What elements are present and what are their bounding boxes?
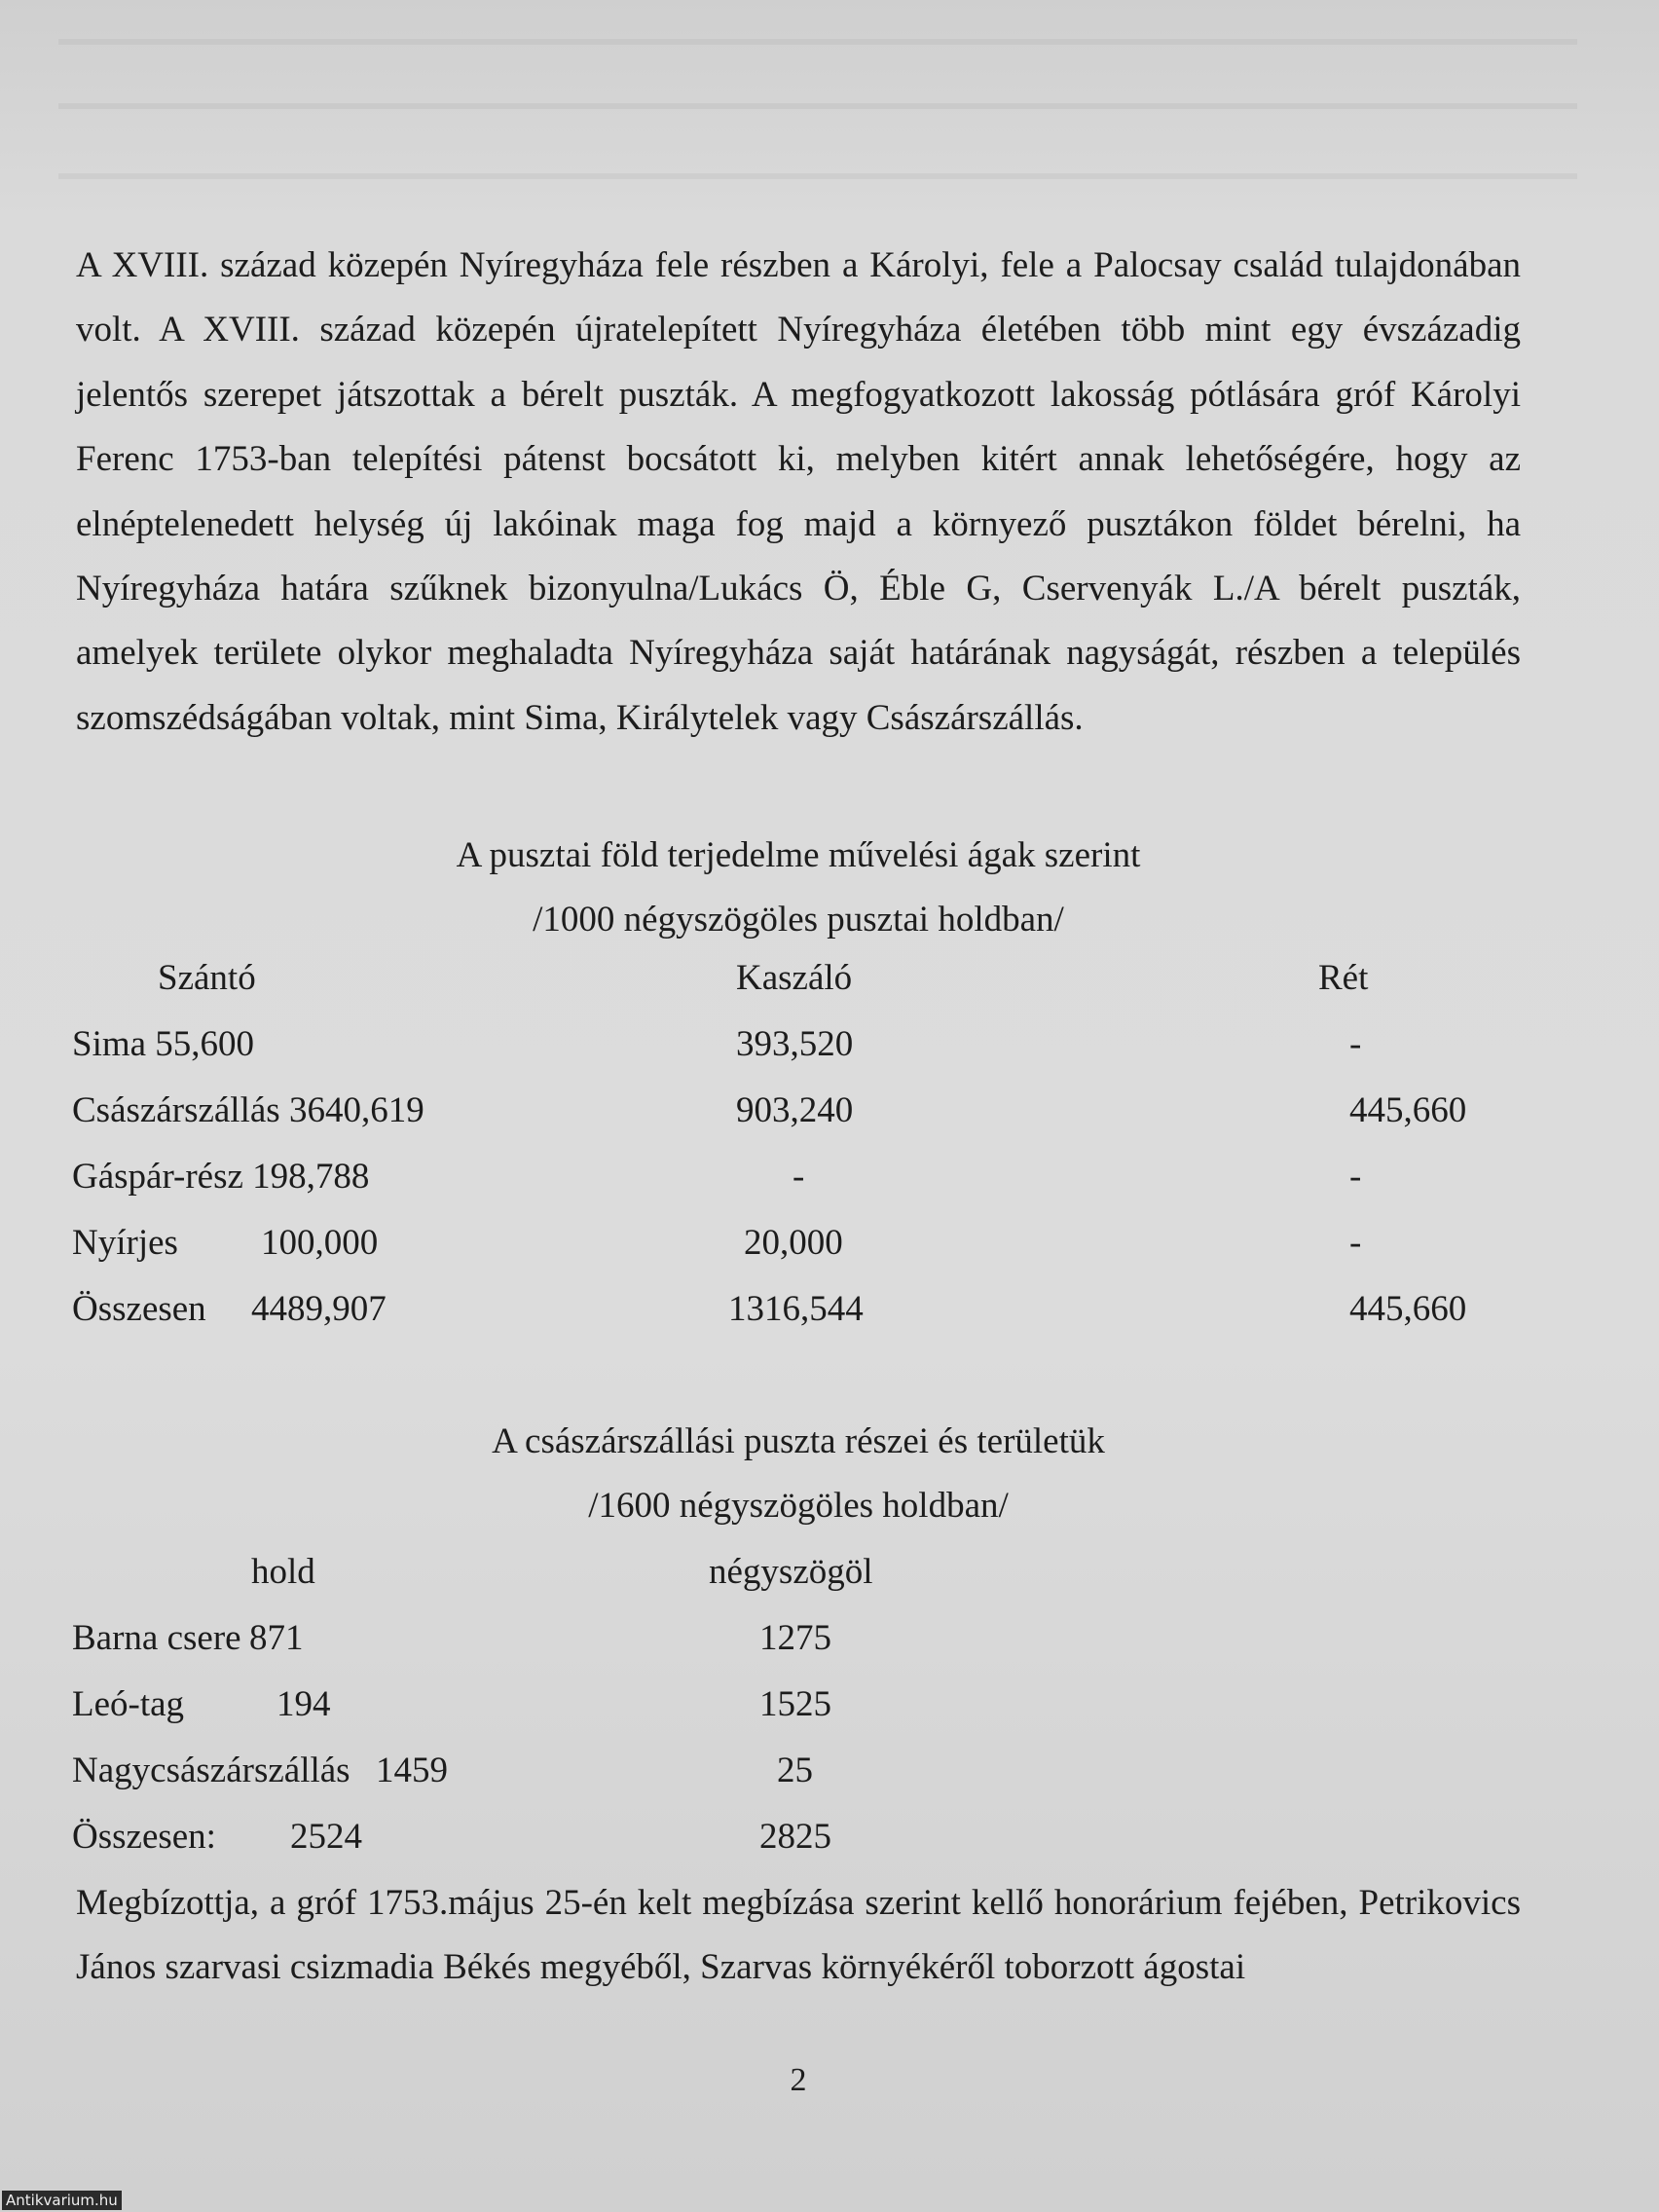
table-2-row-name: Nagycsászárszállás xyxy=(72,1751,350,1790)
table-1-row-ret: - xyxy=(1349,1223,1362,1263)
table-1-row-name: Sima 55,600 xyxy=(72,1024,255,1064)
table-2-row-name: Leó-tag xyxy=(72,1684,185,1724)
table-2-row-negyszogol: 2825 xyxy=(759,1817,831,1857)
table-2-title: A császárszállási puszta részei és területük xyxy=(492,1421,1105,1461)
table-1-row-name: Gáspár-rész 198,788 xyxy=(72,1157,370,1197)
table-2-row-name: Összesen: xyxy=(72,1817,216,1857)
table-1-row-name: Nyírjes xyxy=(72,1223,178,1263)
table-1-row-kaszalo: 903,240 xyxy=(736,1090,854,1130)
table-1-row-kaszalo: - xyxy=(793,1157,805,1197)
table-2-header-negyszogol: négyszögöl xyxy=(709,1552,873,1592)
table-1-row-kaszalo: 393,520 xyxy=(736,1024,854,1064)
table-2-row-negyszogol: 1525 xyxy=(759,1684,831,1724)
table-2-row-hold: 2524 xyxy=(290,1817,362,1857)
table-2-row-negyszogol: 25 xyxy=(777,1751,813,1790)
table-2-subtitle: /1600 négyszögöles holdban/ xyxy=(588,1486,1009,1526)
bleed-through xyxy=(58,103,1577,109)
table-1-row-szanto: 100,000 xyxy=(261,1223,379,1263)
table-1-header-szanto: Szántó xyxy=(158,958,256,998)
table-1-row-ret: - xyxy=(1349,1024,1362,1064)
table-1-row-kaszalo: 1316,544 xyxy=(728,1289,864,1329)
table-1-subtitle: /1000 négyszögöles pusztai holdban/ xyxy=(533,900,1064,940)
paragraph-closing: Megbízottja, a gróf 1753.május 25-én kelt megbízása szerint kellő honorárium fejében, Petrikovics János szarvasi csizmadia Békés megyéből, Szarvas környékéről toborzott ágostai xyxy=(76,1883,1521,1988)
table-1-row-ret: - xyxy=(1349,1157,1362,1197)
table-1-row-kaszalo: 20,000 xyxy=(744,1223,843,1263)
table-1-row-ret: 445,660 xyxy=(1349,1090,1467,1130)
watermark-label: Antikvarium.hu xyxy=(2,2191,122,2210)
table-1-row-name: Összesen xyxy=(72,1289,206,1329)
paragraph-intro: A XVIII. század közepén Nyíregyháza fele részben a Károlyi, fele a Palocsay család tulajdonában volt. A XVIII. század közepén újratelepített Nyíregyháza életében több mint egy évszázadig jelentős szerepet játszottak a bérelt puszták. A megfogyatkozott lakosság pótlására gróf Károlyi Ferenc 1753-ban telepítési pátenst bocsátott ki, melyben kitért annak lehetőségére, hogy az elnéptelenedett helység új lakóinak maga fog majd a környező pusztákon földet bérelni, ha Nyíregyháza határa szűknek bizonyulna/Lukács Ö, Éble G, Cservenyák L./A bérelt puszták, amelyek területe olykor meghaladta Nyíregyháza saját határának nagyságát, részben a település szomszédságában voltak, mint Sima, Királytelek vagy Császárszállás. xyxy=(76,245,1521,738)
table-2-row-hold: 1459 xyxy=(376,1751,448,1790)
table-1-row-ret: 445,660 xyxy=(1349,1289,1467,1329)
bleed-through xyxy=(58,39,1577,45)
table-1-row-szanto: 4489,907 xyxy=(251,1289,387,1329)
bleed-through xyxy=(58,173,1577,179)
table-1-header-ret: Rét xyxy=(1318,958,1369,998)
table-2-row-hold: 871 xyxy=(249,1618,304,1658)
table-2-row-name: Barna csere xyxy=(72,1618,241,1658)
table-1-row-name: Császárszállás 3640,619 xyxy=(72,1090,424,1130)
table-1-header-kaszalo: Kaszáló xyxy=(736,958,853,998)
table-2-row-hold: 194 xyxy=(276,1684,331,1724)
table-2-header-hold: hold xyxy=(251,1552,315,1592)
page-number: 2 xyxy=(790,2062,807,2098)
table-1-title: A pusztai föld terjedelme művelési ágak szerint xyxy=(456,835,1141,875)
table-2-row-negyszogol: 1275 xyxy=(759,1618,831,1658)
